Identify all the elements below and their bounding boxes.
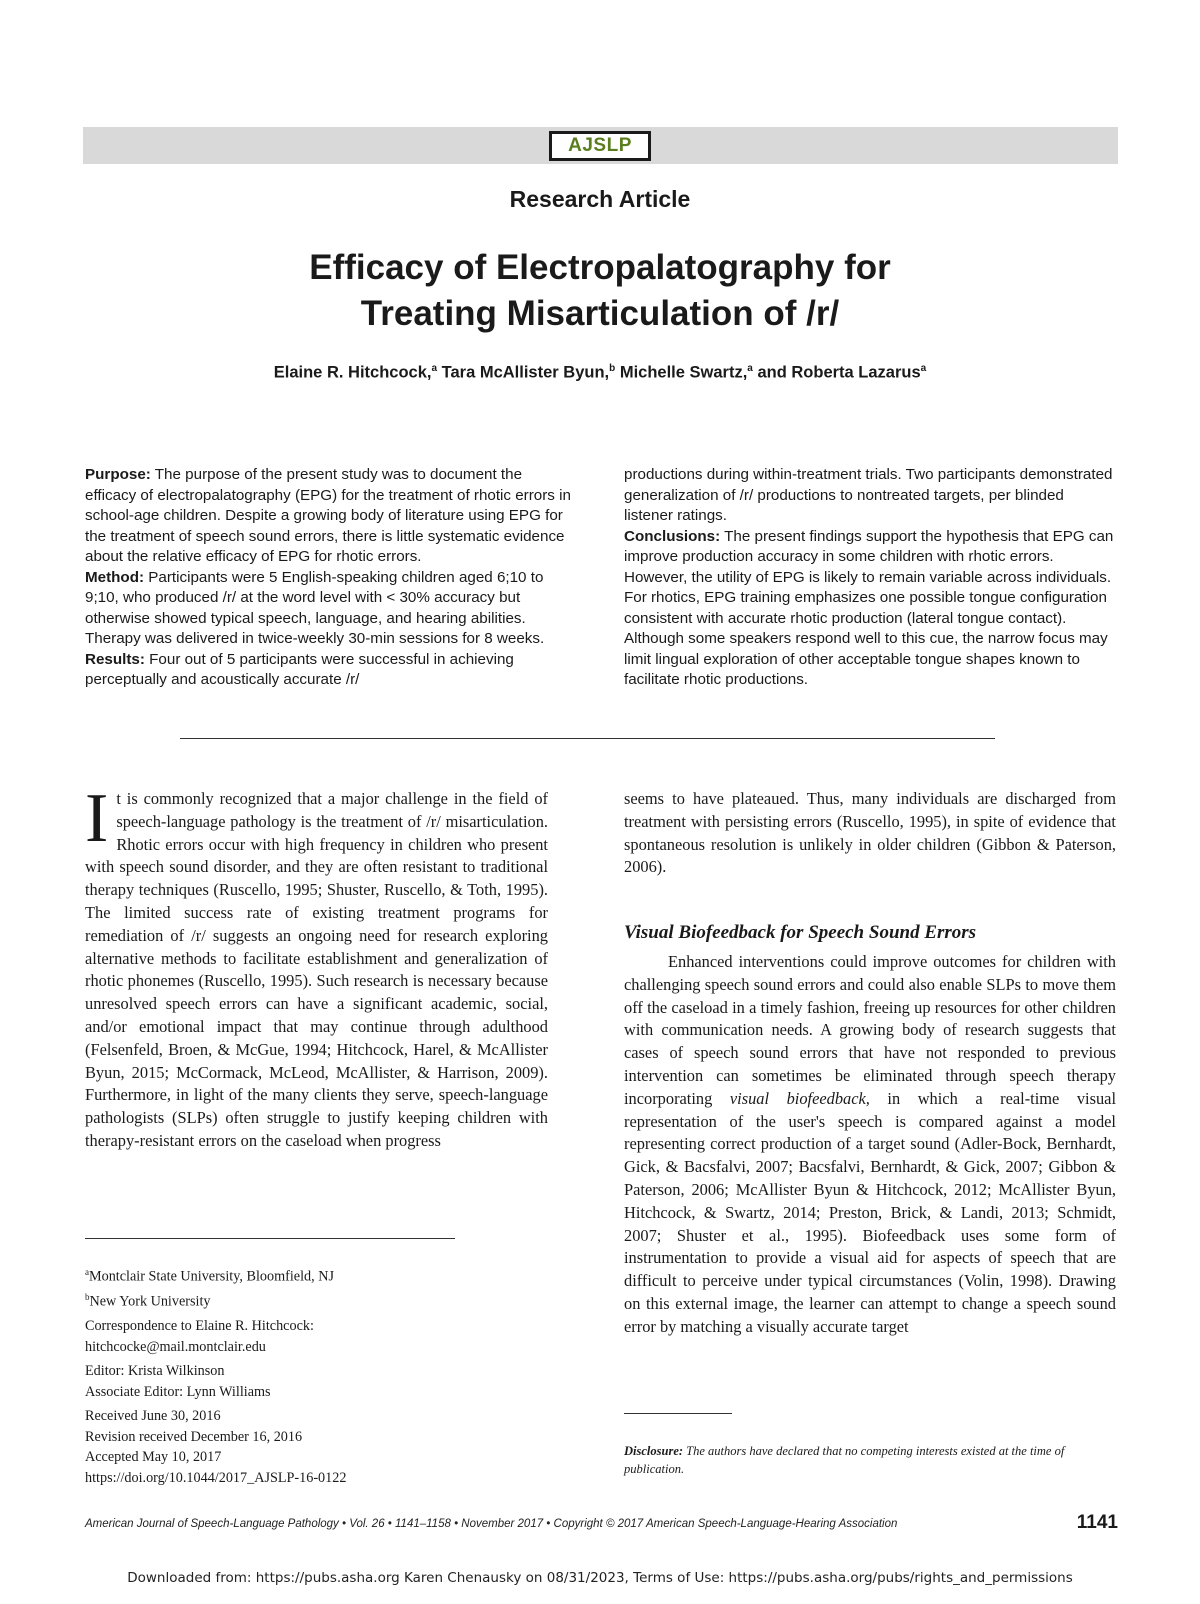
abstract-method	[85, 568, 575, 650]
journal-citation: American Journal of Speech-Language Pathology • Vol. 26 • 1141–1158 • November 2017 • Copyright © 2017 American Speech-Language-Hearing Association	[85, 1518, 898, 1530]
correspondence-email[interactable]: hitchcocke@mail.montclair.edu	[85, 1338, 266, 1355]
section-text: Enhanced interventions could improve outcomes for children with challenging speech sound errors and could also enable SLPs to move them off the caseload in a timely fashion, freeing up resources for other children with communication needs. A growing body of research suggests that cases of speech sound errors that have not responded to previous intervention can sometimes be eliminated through speech therapy incorporating	[624, 952, 1116, 1108]
body-section-paragraph	[624, 951, 1116, 1339]
affiliation-b: $^b$New York University	[85, 1292, 211, 1310]
method-text: Participants were 5 English-speaking children aged 6;10 to 9;10, who produced /r/ at the word level with < 30% accuracy but otherwise showed typical speech, language, and hearing abilities. Therapy was delivered in twice-weekly 30-min sessions for 8 weeks.	[85, 568, 545, 647]
purpose-text: The purpose of the present study was to document the efficacy of electropalatography (EPG) for the treatment of rhotic errors in school-age children. Despite a growing body of literature using EPG for the treatment of speech sound errors, there is little systematic evidence about the relative efficacy of EPG for rhotic errors.	[85, 466, 571, 565]
accepted-date: Accepted May 10, 2017	[85, 1449, 222, 1466]
title-line-1: Efficacy of Electropalatography for	[309, 248, 891, 287]
section-text-continued: in which a real-time visual representation of the user's speech is compared against a model representing correct production of a target sound (Adler-Bock, Bernhardt, Gick, & Bacsfalvi, 2007; Bacsfalvi, Bernhardt, & Gick, 2007; Gibbon & Paterson, 2006; McAllister Byun & Hitchcock, 2012; McAllister Byun, Hitchcock, & Swartz, 2014; Preston, Brick, & Landi, 2013; Schmidt, 2007; Shuster et al., 1995). Biofeedback uses some form of instrumentation to provide a visual aid for aspects of speech that are difficult to perceive under typical circumstances (Volin, 1998). Drawing on this external image, the learner can attempt to change a speech sound error by matching a visually accurate target	[624, 1088, 1117, 1336]
disclosure-divider	[624, 1413, 732, 1414]
article-type: Research Article	[509, 186, 691, 212]
body-left-column	[85, 780, 548, 1153]
received-date: Received June 30, 2016	[85, 1408, 221, 1425]
abstract-conclusions	[624, 527, 1114, 691]
article-title	[0, 245, 1200, 337]
method-label: Method:	[85, 568, 145, 586]
conclusions-label: Conclusions:	[624, 527, 721, 545]
body-paragraph-1-continued: seems to have plateaued. Thus, many individuals are discharged from treatment with persisting errors (Ruscello, 1995), in spite of evidence that spontaneous resolution is unlikely in older children (Gibbon & Paterson, 2006).	[624, 789, 1116, 877]
page-footer	[85, 1518, 1118, 1530]
footnote-divider	[85, 1238, 455, 1239]
author-name: Michelle Swartz,	[619, 363, 748, 382]
author-name: Elaine R. Hitchcock,	[273, 363, 432, 382]
author-affiliation-mark: a	[747, 363, 753, 374]
associate-editor: Associate Editor: Lynn Williams	[85, 1383, 271, 1400]
author-affiliation-mark: a	[431, 363, 438, 374]
author-affiliation-mark: b	[609, 363, 616, 374]
title-line-2: Treating Misarticulation of /r/	[360, 294, 840, 333]
download-notice: Downloaded from: https://pubs.asha.org Karen Chenausky on 08/31/2023, Terms of Use: https://pubs.asha.org/pubs/rights_and_permissions	[127, 1570, 1073, 1586]
body-paragraph-1: t is commonly recognized that a major challenge in the field of speech-language pathology is the treatment of /r/ misarticulation. Rhotic errors occur with high frequency in children who present with speech sound disorder, and they are often resistant to traditional therapy techniques (Ruscello, 1995; Shuster, Ruscello, & Toth, 1995). The limited success rate of existing treatment programs for remediation of /r/ suggests an ongoing need for research exploring alternative methods to facilitate establishment and generalization of rhotic phonemes (Ruscello, 1995). Such research is necessary because unresolved speech errors can have a significant academic, social, and/or emotional impact that may continue through adulthood (Felsenfeld, Broen, & McGue, 1994; Hitchcock, Harel, & McAllister Byun, 2015; McCormack, McLeod, McAllister, & Harrison, 2009). Furthermore, in light of the many clients they serve, speech-language pathologists (SLPs) often struggle to justify keeping children with therapy-resistant errors on the caseload when progress	[85, 789, 548, 1150]
editor: Editor: Krista Wilkinson	[85, 1363, 225, 1380]
abstract-left-column	[85, 465, 575, 691]
abstract-purpose	[85, 465, 575, 568]
disclosure-text: The authors have declared that no competing interests existed at the time of publication.	[624, 1444, 1065, 1476]
section-heading: Visual Biofeedback for Speech Sound Errors	[624, 922, 977, 943]
author-name: and Roberta Lazarus	[757, 363, 921, 382]
revision-date: Revision received December 16, 2016	[85, 1428, 303, 1445]
correspondence: Correspondence to Elaine R. Hitchcock:	[85, 1318, 314, 1335]
disclosure-label: Disclosure:	[624, 1444, 684, 1458]
author-affiliation-mark: a	[920, 363, 927, 374]
body-right-column	[624, 788, 1116, 879]
affiliation-a: $^a$Montclair State University, Bloomfield, NJ	[85, 1267, 334, 1285]
abstract-results	[85, 650, 575, 691]
disclosure	[624, 1442, 1116, 1478]
drop-cap: I	[85, 780, 109, 857]
author-name: Tara McAllister Byun,	[441, 363, 610, 382]
conclusions-text: The present findings support the hypothesis that EPG can improve production accuracy in some children with rhotic errors. However, the utility of EPG is likely to remain variable across individuals. For rhotics, EPG training emphasizes one possible tongue configuration consistent with accurate rhotic production (lateral tongue contact). Although some speakers respond well to this cue, the narrow focus may limit lingual exploration of other acceptable tongue shapes known to facilitate rhotic productions.	[624, 527, 1114, 688]
author-list	[0, 363, 1200, 383]
results-label: Results:	[85, 650, 145, 668]
page-number: 1141	[1076, 1512, 1118, 1533]
purpose-label: Purpose:	[85, 466, 151, 483]
abstract-results-continued: productions during within-treatment trials. Two participants demonstrated generalization of /r/ productions to nontreated targets, per blinded listener ratings.	[624, 466, 1113, 524]
abstract-right-column	[624, 465, 1114, 691]
abstract-divider	[180, 738, 995, 739]
doi-link[interactable]: https://doi.org/10.1044/2017_AJSLP-16-0122	[85, 1469, 347, 1486]
journal-badge: AJSLP	[549, 131, 651, 161]
section-emphasis: visual biofeedback,	[729, 1088, 870, 1108]
footnotes	[85, 1262, 505, 1488]
results-text: Four out of 5 participants were successful in achieving perceptually and acoustically accurate /r/	[85, 650, 514, 688]
